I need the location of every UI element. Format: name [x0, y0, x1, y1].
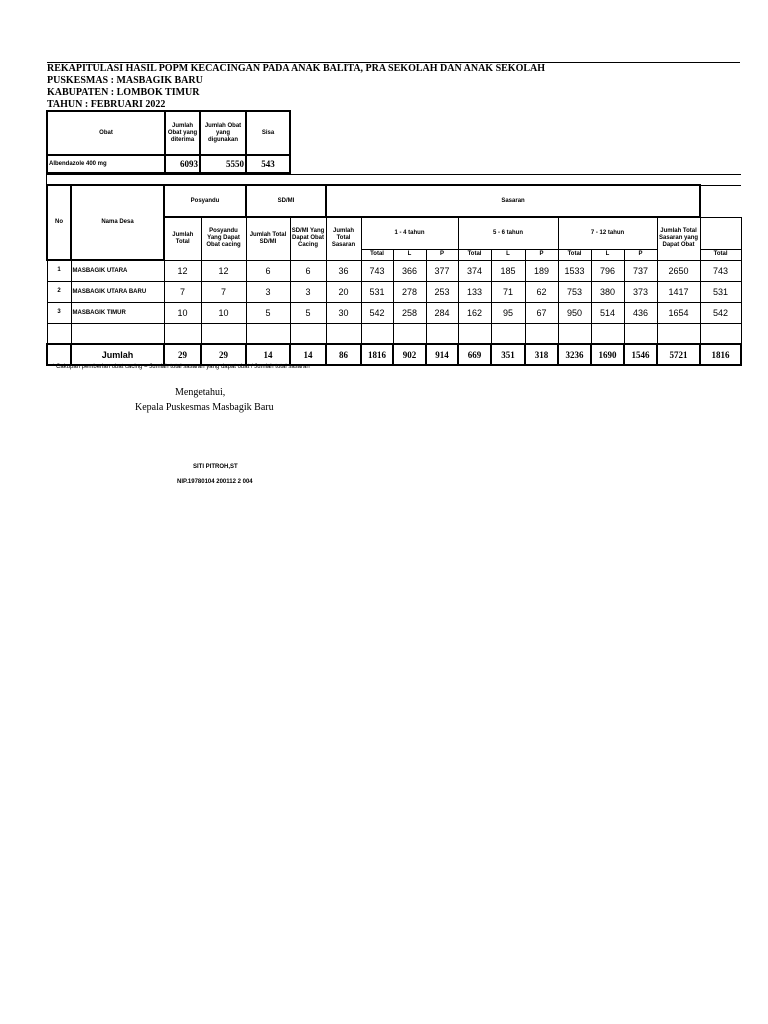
jumlah-cell: 1816 — [700, 344, 741, 365]
row-no: 3 — [47, 302, 71, 323]
sdmi-header: SD/MI — [246, 185, 326, 217]
row-cell: 5 — [290, 302, 326, 323]
total-dapat-header: Jumlah Total Sasaran yang Dapat Obat — [657, 217, 700, 260]
report-title: REKAPITULASI HASIL POPM KECACINGAN PADA ANAK BALITA, PRA SEKOLAH DAN ANAK SEKOLAH — [47, 63, 546, 74]
row-cell: 189 — [525, 260, 558, 281]
row-cell: 374 — [458, 260, 491, 281]
jumlah-cell: 318 — [525, 344, 558, 365]
l-5-6-header: L — [491, 249, 525, 260]
row-cell: 20 — [326, 281, 361, 302]
obat-sisa: 543 — [246, 155, 290, 173]
empty-row — [47, 323, 741, 344]
row-cell: 380 — [591, 281, 624, 302]
jumlah-cell: 29 — [164, 344, 201, 365]
obat-diterima: 6093 — [165, 155, 200, 173]
row-cell: 796 — [591, 260, 624, 281]
no-header: No — [47, 185, 71, 260]
row-cell: 542 — [700, 302, 741, 323]
row-cell: 950 — [558, 302, 591, 323]
row-cell: 743 — [700, 260, 741, 281]
obat-digunakan: 5550 — [200, 155, 246, 173]
row-cell: 10 — [164, 302, 201, 323]
signer-name: SITI PITROH,ST — [193, 464, 238, 470]
row-cell: 71 — [491, 281, 525, 302]
row-cell: 373 — [624, 281, 657, 302]
row-cell: 514 — [591, 302, 624, 323]
row-cell: 1533 — [558, 260, 591, 281]
jumlah-cell: 14 — [246, 344, 290, 365]
sisa-header: Sisa — [246, 111, 290, 155]
row-cell: 133 — [458, 281, 491, 302]
p-1-4-header: P — [426, 249, 458, 260]
row-cell: 162 — [458, 302, 491, 323]
row-no: 2 — [47, 281, 71, 302]
row-cell: 366 — [393, 260, 426, 281]
p-5-6-header: P — [525, 249, 558, 260]
row-cell: 284 — [426, 302, 458, 323]
row-cell: 436 — [624, 302, 657, 323]
total-7-12-header: Total — [558, 249, 591, 260]
diterima-header: Jumlah Obat yang diterima — [165, 111, 200, 155]
jumlah-cell: 1816 — [361, 344, 393, 365]
row-cell: 737 — [624, 260, 657, 281]
age-1-4-header: 1 - 4 tahun — [361, 217, 458, 249]
row-cell: 278 — [393, 281, 426, 302]
row-cell: 30 — [326, 302, 361, 323]
puskesmas-line: PUSKESMAS : MASBAGIK BARU — [47, 75, 203, 86]
l-1-4-header: L — [393, 249, 426, 260]
row-cell: 743 — [361, 260, 393, 281]
row-cell: 3 — [246, 281, 290, 302]
row-cell: 753 — [558, 281, 591, 302]
footnote: * Cakupan pemberian obat cacing = Jumlah total sasaran yang dapat obat / Jumlah total sasaran — [52, 364, 310, 370]
jumlah-cell: 1546 — [624, 344, 657, 365]
p-7-12-header: P — [624, 249, 657, 260]
jumlah-row — [47, 344, 741, 365]
age-5-6-header: 5 - 6 tahun — [458, 217, 558, 249]
table-row — [47, 260, 741, 281]
l-7-12-header: L — [591, 249, 624, 260]
posyandu-total-header: Jumlah Total — [164, 217, 201, 260]
table-row — [47, 281, 741, 302]
jumlah-cell: 14 — [290, 344, 326, 365]
tahun-line: TAHUN : FEBRUARI 2022 — [47, 99, 166, 110]
digunakan-header: Jumlah Obat yang digunakan — [200, 111, 246, 155]
obat-table — [46, 110, 291, 174]
row-cell: 1417 — [657, 281, 700, 302]
row-cell: 12 — [164, 260, 201, 281]
sdmi-dapat-header: SD/MI Yang Dapat Obat Cacing — [290, 217, 326, 260]
row-cell: 258 — [393, 302, 426, 323]
jumlah-cell: 902 — [393, 344, 426, 365]
row-cell: 12 — [201, 260, 246, 281]
age-7-12-header: 7 - 12 tahun — [558, 217, 657, 249]
jumlah-cell: 914 — [426, 344, 458, 365]
obat-name: Albendazole 400 mg — [47, 155, 165, 173]
row-desa: MASBAGIK UTARA BARU — [71, 281, 164, 302]
row-cell: 531 — [700, 281, 741, 302]
jumlah-cell: 351 — [491, 344, 525, 365]
row-desa: MASBAGIK TIMUR — [71, 302, 164, 323]
posyandu-dapat-header: Posyandu Yang Dapat Obat cacing — [201, 217, 246, 260]
total-1-4-header: Total — [361, 249, 393, 260]
row-cell: 185 — [491, 260, 525, 281]
row-cell: 2650 — [657, 260, 700, 281]
jumlah-cell: 86 — [326, 344, 361, 365]
row-cell: 3 — [290, 281, 326, 302]
row-desa: MASBAGIK UTARA — [71, 260, 164, 281]
row-cell: 10 — [201, 302, 246, 323]
sdmi-total-header: Jumlah Total SD/MI — [246, 217, 290, 260]
row-cell: 36 — [326, 260, 361, 281]
jumlah-cell: 5721 — [657, 344, 700, 365]
row-cell: 377 — [426, 260, 458, 281]
posyandu-header: Posyandu — [164, 185, 246, 217]
extra-total-header: Total — [700, 249, 741, 260]
extra-cell-top — [700, 217, 741, 249]
jumlah-cell: 1690 — [591, 344, 624, 365]
nama-desa-header: Nama Desa — [71, 185, 164, 260]
row-cell: 7 — [164, 281, 201, 302]
row-cell: 62 — [525, 281, 558, 302]
row-cell: 95 — [491, 302, 525, 323]
total-5-6-header: Total — [458, 249, 491, 260]
extra-header-cell — [700, 185, 741, 217]
row-cell: 542 — [361, 302, 393, 323]
kabupaten-line: KABUPATEN : LOMBOK TIMUR — [47, 87, 200, 98]
row-cell: 5 — [246, 302, 290, 323]
row-cell: 6 — [246, 260, 290, 281]
signer-nip: NIP.19780104 200112 2 004 — [177, 479, 253, 485]
total-sasaran-header: Jumlah Total Sasaran — [326, 217, 361, 260]
jumlah-cell: 3236 — [558, 344, 591, 365]
row-cell: 6 — [290, 260, 326, 281]
row-no: 1 — [47, 260, 71, 281]
row-cell: 531 — [361, 281, 393, 302]
table-row — [47, 302, 741, 323]
row-cell: 1654 — [657, 302, 700, 323]
jumlah-cell: 669 — [458, 344, 491, 365]
sasaran-header: Sasaran — [326, 185, 700, 217]
mengetahui-text: Mengetahui, — [175, 387, 226, 398]
main-table — [46, 184, 742, 366]
row-cell: 7 — [201, 281, 246, 302]
row-cell: 253 — [426, 281, 458, 302]
jumlah-label: Jumlah — [71, 344, 164, 365]
row-cell: 67 — [525, 302, 558, 323]
jabatan-text: Kepala Puskesmas Masbagik Baru — [135, 402, 274, 413]
jumlah-cell: 29 — [201, 344, 246, 365]
obat-header: Obat — [47, 111, 165, 155]
